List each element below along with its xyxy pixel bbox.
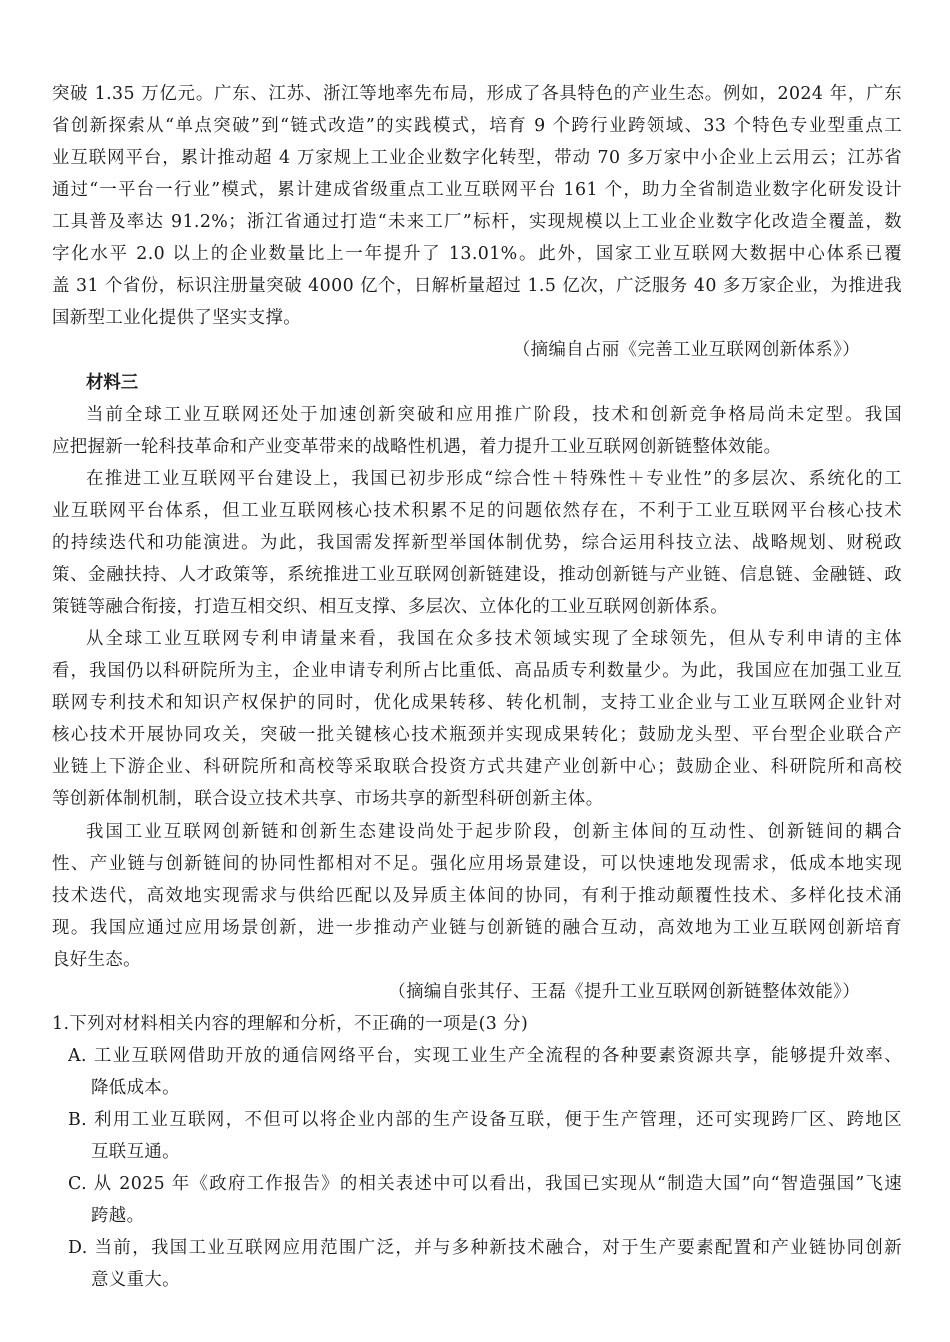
text-line: 性、产业链与创新链间的协同性都相对不足。强化应用场景建设，可以快速地发现需求，低成本地实现 [52, 854, 902, 874]
text-line: 我国工业互联网创新链和创新生态建设尚处于起步阶段，创新主体间的互动性、创新链间的耦合 [86, 822, 902, 842]
text-line: 突破 1.35 万亿元。广东、江苏、浙江等地率先布局，形成了各具特色的产业生态。例如，2024 年，广东 [52, 84, 902, 104]
text-line: 业互联网平台，累计推动超 4 万家规上工业企业数字化转型，带动 70 多万家中小企业上云用云；江苏省 [52, 148, 902, 168]
text-line: 在推进工业互联网平台建设上，我国已初步形成“综合性＋特殊性＋专业性”的多层次、系统化的工 [86, 469, 902, 489]
source-citation: （摘编自占丽《完善工业互联网创新体系》） [512, 340, 860, 360]
option-b: B. 利用工业互联网，不但可以将企业内部的生产设备互联，便于生产管理，还可实现跨厂区、跨地区 [68, 1110, 902, 1130]
option-c: C. 从 2025 年《政府工作报告》的相关表述中可以看出，我国已实现从“制造大国”向“智造强国”飞速 [68, 1174, 902, 1194]
text-line: 从全球工业互联网专利申请量来看，我国在众多技术领域实现了全球领先，但从专利申请的主体 [86, 629, 902, 649]
option-a-cont: 降低成本。 [91, 1078, 180, 1098]
option-d-cont: 意义重大。 [91, 1270, 180, 1290]
text-line: 现。我国应通过应用场景创新，进一步推动产业链与创新链的融合互动，高效地为工业互联网创新培育 [52, 918, 902, 938]
question-stem: 1.下列对材料相关内容的理解和分析，不正确的一项是(3 分) [52, 1014, 529, 1034]
text-line: 技术迭代，高效地实现需求与供给匹配以及异质主体间的协同，有利于推动颠覆性技术、多样化技术涌 [52, 886, 902, 906]
text-line: 业链上下游企业、科研院所和高校等采取联合投资方式共建产业创新中心；鼓励企业、科研院所和高校 [52, 757, 902, 777]
option-d: D. 当前，我国工业互联网应用范围广泛，并与多种新技术融合，对于生产要素配置和产业链协同创新 [68, 1238, 902, 1258]
text-line: 的持续迭代和功能演进。为此，我国需发挥新型举国体制优势，综合运用科技立法、战略规划、财税政 [52, 533, 902, 553]
text-line: 联网专利技术和知识产权保护的同时，优化成果转移、转化机制，支持工业企业与工业互联网企业针对 [52, 693, 902, 713]
text-line: 业互联网平台体系，但工业互联网核心技术积累不足的问题依然存在，不利于工业互联网平台核心技术 [52, 501, 902, 521]
text-line: 国新型工业化提供了坚实支撑。 [52, 308, 302, 328]
text-line: 看，我国仍以科研院所为主，企业申请专利所占比重低、高品质专利数量少。为此，我国应在加强工业互 [52, 661, 902, 681]
option-c-cont: 跨越。 [91, 1206, 145, 1226]
text-line: 等创新体制机制，联合设立技术共享、市场共享的新型科研创新主体。 [52, 789, 604, 809]
text-line: 核心技术开展协同攻关，突破一批关键核心技术瓶颈并实现成果转化；鼓励龙头型、平台型企业联合产 [52, 725, 902, 745]
text-line: 应把握新一轮科技革命和产业变革带来的战略性机遇，着力提升工业互联网创新链整体效能。 [52, 437, 782, 457]
text-line: 策链等融合衔接，打造互相交织、相互支撑、多层次、立体化的工业互联网创新体系。 [52, 597, 729, 617]
section-heading: 材料三 [86, 373, 139, 393]
text-line: 策、金融扶持、人才政策等，系统推进工业互联网创新链建设，推动创新链与产业链、信息链、金融链、政 [52, 565, 902, 585]
text-line: 盖 31 个省份，标识注册量突破 4000 亿个，日解析量超过 1.5 亿次，广泛服务 40 多万家企业，为推进我 [52, 276, 902, 296]
text-line: 省创新探索从“单点突破”到“链式改造”的实践模式，培育 9 个跨行业跨领域、33 个特色专业型重点工 [52, 116, 902, 136]
text-line: 通过“一平台一行业”模式，累计建成省级重点工业互联网平台 161 个，助力全省制造业数字化研发设计 [52, 180, 902, 200]
text-line: 字化水平 2.0 以上的企业数量比上一年提升了 13.01%。此外，国家工业互联网大数据中心体系已覆 [52, 244, 902, 264]
option-b-cont: 互联互通。 [91, 1142, 180, 1162]
source-citation: （摘编自张其仔、王磊《提升工业互联网创新链整体效能》） [388, 982, 860, 1002]
text-line: 当前全球工业互联网还处于加速创新突破和应用推广阶段，技术和创新竞争格局尚未定型。我国 [86, 405, 902, 425]
text-line: 工具普及率达 91.2%；浙江省通过打造“未来工厂”标杆，实现规模以上工业企业数字化改造全覆盖，数 [52, 212, 902, 232]
text-line: 良好生态。 [52, 950, 141, 970]
option-a: A. 工业互联网借助开放的通信网络平台，实现工业生产全流程的各种要素资源共享，能够提升效率、 [68, 1046, 902, 1066]
